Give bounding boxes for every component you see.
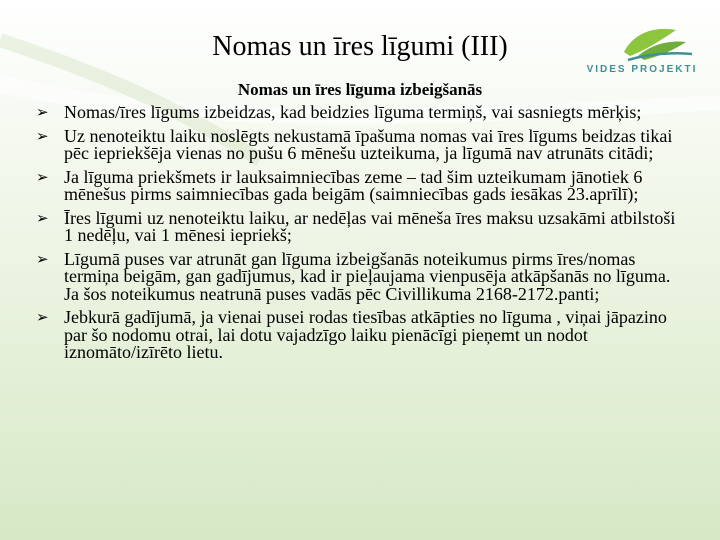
bullet-item (36, 248, 686, 304)
bullet-text: Nomas/īres līgums izbeidzas, kad beidzies līguma termiņš, vai sasniegts mērķis; (64, 102, 642, 122)
bullet-list (36, 104, 686, 368)
slide-subtitle: Nomas un īres līguma izbeigšanās (237, 80, 483, 99)
arrow-bullet-icon: ➢ (36, 208, 49, 227)
vides-projekti-logo (572, 20, 712, 80)
leaf-logo-icon (572, 20, 712, 64)
arrow-bullet-icon: ➢ (36, 308, 49, 326)
arrow-bullet-icon: ➢ (36, 249, 49, 268)
arrow-bullet-icon: ➢ (36, 167, 49, 186)
bullet-item (36, 166, 686, 204)
bullet-item (36, 104, 686, 122)
bullet-text: Uz nenoteiktu laiku noslēgts nekustamā īpašuma nomas vai īres līgums beidzas tikai pēc iepriekšēja vienas no pušu 6 mēnešu uzteikuma, ja līgumā nav atrunāts citādi; (64, 125, 673, 163)
logo-text: VIDES PROJEKTI (586, 64, 698, 75)
bullet-text: Jebkurā gadījumā, ja vienai pusei rodas tiesības atkāpties no līguma , viņai jāpazino par šo nodomu otrai, lai dotu vajadzīgo laiku pienācīgi pieņemt un nodot iznomāto/izīrēto lietu. (64, 307, 667, 362)
bullet-item (36, 309, 686, 362)
arrow-bullet-icon: ➢ (36, 103, 49, 121)
bullet-text: Līgumā puses var atrunāt gan līguma izbeigšanās noteikumus pirms īres/nomas termiņa beigām, gan gadījumus, kad ir pieļaujama vienpusēja atkāpšanās no līguma. Ja šos noteikumus neatrunā puses vadās pēc Civillikuma 2168-2172.panti; (64, 248, 671, 304)
bullet-text: Īres līgumi uz nenoteiktu laiku, ar nedēļas vai mēneša īres maksu uzsakāmi atbilstoši 1 nedēļu, vai 1 mēnesi iepriekš; (64, 207, 676, 245)
bullet-item (36, 125, 686, 163)
bullet-text: Ja līguma priekšmets ir lauksaimniecības zeme – tad šim uzteikumam jānotiek 6 mēnešus pirms saimniecības gada beigām (saimniecības gads iesākas 23.aprīlī); (64, 166, 643, 204)
arrow-bullet-icon: ➢ (36, 126, 49, 145)
bullet-item (36, 207, 686, 245)
slide-title: Nomas un īres līgumi (III) (212, 31, 508, 62)
